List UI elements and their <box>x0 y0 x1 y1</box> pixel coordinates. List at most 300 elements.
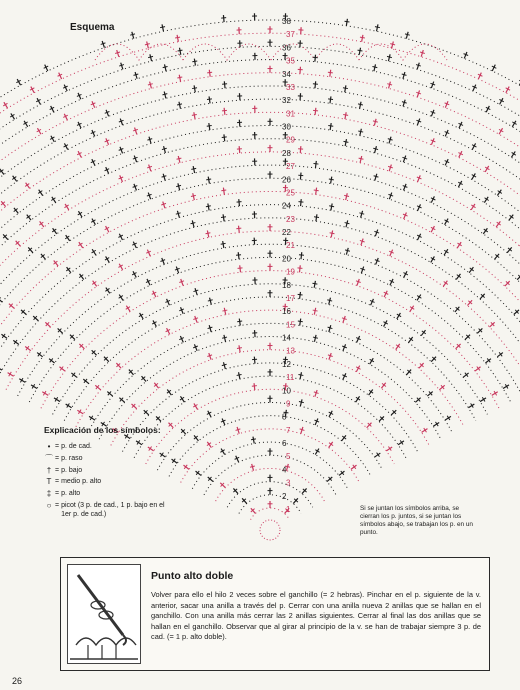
stitch-crossbar <box>178 50 183 51</box>
stitch-crossbar <box>251 439 256 440</box>
chain-dot-icon: • <box>47 441 51 451</box>
row-number: 15 <box>286 320 295 330</box>
stitch-crossbar <box>130 34 135 35</box>
stitch-crossbar <box>208 327 213 328</box>
stitch-crossbar <box>206 206 211 207</box>
legend-title: Explicación de los símbolos: <box>44 425 161 435</box>
stitch-crossbar <box>298 321 303 322</box>
stitch-crossbar <box>387 84 392 85</box>
row-number: 4 <box>282 465 287 475</box>
stitch-crossbar <box>372 67 377 68</box>
stitch-crossbar <box>145 44 150 45</box>
row-number: 9 <box>286 399 291 409</box>
stitch-mark <box>209 70 210 77</box>
stitch-mark <box>403 72 405 79</box>
stitch-mark <box>346 220 348 227</box>
stitch-mark <box>329 325 331 332</box>
stitch-crossbar <box>221 217 226 218</box>
stitch-crossbar <box>373 148 378 149</box>
stitch-mark <box>314 335 316 342</box>
stitch-crossbar <box>252 386 257 387</box>
legend-item-text: picot (3 p. de cad., 1 p. bajo en el 1er p. de cad.) <box>61 502 165 519</box>
scallop-edge <box>359 44 447 60</box>
stitch-mark <box>346 193 348 200</box>
stitch-mark <box>300 146 301 153</box>
row-number: 11 <box>286 373 295 383</box>
stitch-crossbar <box>207 125 212 126</box>
stitch-crossbar <box>330 233 335 234</box>
row-number: 8 <box>282 412 287 422</box>
foundation-ring <box>260 520 280 540</box>
chain-round <box>88 323 453 433</box>
stitch-crossbar <box>387 56 392 57</box>
legend-item <box>44 477 174 487</box>
chain-round <box>29 257 510 402</box>
stitch-crossbar <box>299 255 304 256</box>
stitch-crossbar <box>148 56 153 57</box>
stitch-mark <box>240 265 241 272</box>
scallop-edge <box>95 44 183 60</box>
stitch-crossbar <box>313 84 318 85</box>
stitch-mark <box>150 54 152 61</box>
stitch-mark <box>239 226 240 233</box>
joining-note: Si se juntan los símbolos arriba, se cierran los p. juntos, si se juntan los símbolos abajo, se trabajan los p. en un punto. <box>360 505 473 536</box>
stitch-crossbar <box>222 110 227 111</box>
stitch-crossbar <box>160 27 165 28</box>
stitch-mark <box>223 188 224 195</box>
technique-box <box>60 557 490 671</box>
stitch-crossbar <box>360 37 365 38</box>
row-number: 35 <box>286 56 295 66</box>
stitch-mark <box>208 177 209 184</box>
stitch-mark <box>254 383 255 390</box>
stitch-crossbar <box>388 139 393 140</box>
row-number: 13 <box>286 346 295 356</box>
stitch-crossbar <box>148 84 153 85</box>
stitch-mark <box>193 193 195 200</box>
stitch-mark <box>345 112 346 119</box>
row-number: 3 <box>286 478 291 488</box>
row-number: 18 <box>282 280 291 290</box>
stitch-mark <box>255 330 256 337</box>
chain-round <box>0 60 520 310</box>
stitch-mark <box>253 437 254 444</box>
stitch-mark <box>239 372 240 379</box>
row-number: 17 <box>286 293 295 303</box>
legend-item-text: p. de cad. <box>61 442 92 450</box>
stitch-crossbar <box>314 217 319 218</box>
stitch-mark <box>177 35 178 42</box>
stitch-crossbar <box>238 268 243 269</box>
stitch-crossbar <box>344 195 349 196</box>
stitch-mark <box>147 42 149 49</box>
stitch-mark <box>346 19 347 26</box>
stitch-crossbar <box>402 74 407 75</box>
stitch-crossbar <box>175 37 180 38</box>
stitch-mark <box>209 325 211 332</box>
stitch-mark <box>379 416 384 421</box>
stitch-crossbar <box>221 243 226 244</box>
row-number: 20 <box>282 254 291 264</box>
stitch-crossbar <box>177 77 182 78</box>
chain-round <box>99 337 441 440</box>
stitch-mark <box>377 24 378 31</box>
stitch-mark <box>300 292 301 299</box>
chain-round <box>0 73 520 316</box>
stitch-crossbar <box>222 310 227 311</box>
chain-round <box>216 468 325 501</box>
row-number: 33 <box>286 82 295 92</box>
stitch-crossbar <box>328 125 333 126</box>
stitch-crossbar <box>237 348 242 349</box>
stitch-mark <box>192 220 194 227</box>
row-number: 10 <box>282 386 291 396</box>
single-crochet-icon: † <box>46 465 52 475</box>
stitch-crossbar <box>390 44 395 45</box>
stitch-crossbar <box>328 99 333 100</box>
chain-round <box>0 126 520 341</box>
stitch-mark <box>374 119 376 126</box>
stitch-mark <box>315 108 316 115</box>
legend-equals: = <box>55 502 60 510</box>
picot-icon: ○ <box>46 501 52 511</box>
stitch-crossbar <box>299 401 304 402</box>
stitch-crossbar <box>345 250 350 251</box>
legend-equals: = <box>55 478 60 486</box>
stitch-crossbar <box>206 179 211 180</box>
stitch-mark <box>345 139 346 146</box>
stitch-mark <box>164 146 166 153</box>
row-number: 23 <box>286 214 295 224</box>
stitch-mark <box>179 75 180 82</box>
slip-stitch-icon: ⌒ <box>45 453 53 463</box>
stitch-mark <box>300 319 301 326</box>
stitch-mark <box>194 112 195 119</box>
stitch-crossbar <box>237 321 242 322</box>
stitch-mark <box>316 214 317 221</box>
stitch-crossbar <box>358 50 363 51</box>
symbol-legend <box>44 426 174 521</box>
chain-round <box>0 218 520 384</box>
stitch-crossbar <box>176 213 181 214</box>
half-double-icon: T <box>46 477 52 487</box>
stitch-crossbar <box>222 337 227 338</box>
stitch-crossbar <box>314 190 319 191</box>
stitch-crossbar <box>206 233 211 234</box>
row-number: 2 <box>282 491 287 501</box>
stitch-mark <box>375 146 377 153</box>
stitch-crossbar <box>327 300 332 301</box>
stitch-mark <box>361 211 363 218</box>
row-number: 32 <box>282 96 291 106</box>
legend-item-text: p. raso <box>61 454 83 462</box>
stitch-mark <box>178 183 180 190</box>
stitch-mark <box>150 82 152 89</box>
stitch-crossbar <box>191 223 196 224</box>
legend-equals: = <box>55 490 60 498</box>
row-number: 34 <box>282 69 291 79</box>
stitch-mark <box>301 199 302 206</box>
row-number: 27 <box>286 162 295 172</box>
stitch-mark <box>388 54 390 61</box>
stitch-mark <box>286 464 288 471</box>
stitch-mark <box>254 357 255 364</box>
chart-row-numbers <box>282 17 295 514</box>
stitch-mark <box>92 350 97 355</box>
legend-equals: = <box>55 466 60 474</box>
stitch-crossbar <box>343 88 348 89</box>
row-number: 29 <box>286 135 295 145</box>
stitch-mark <box>330 96 331 103</box>
double-crochet-icon: ‡ <box>46 489 52 499</box>
stitch-mark <box>301 252 302 259</box>
stitch-crossbar <box>343 141 348 142</box>
legend-item <box>44 466 174 476</box>
legend-item-text: p. alto <box>61 490 81 498</box>
stitch-crossbar <box>329 179 334 180</box>
stitch-mark <box>178 156 180 163</box>
stitch-mark <box>180 48 181 55</box>
stitch-crossbar <box>191 195 196 196</box>
chain-round <box>169 416 371 477</box>
stitch-crossbar <box>207 99 212 100</box>
row-number: 7 <box>286 425 291 435</box>
chain-round <box>0 165 520 359</box>
stitch-crossbar <box>329 206 334 207</box>
stitch-mark <box>315 55 316 62</box>
stitch-crossbar <box>236 255 241 256</box>
stitch-crossbar <box>405 34 410 35</box>
stitch-mark <box>316 188 317 195</box>
stitch-crossbar <box>147 139 152 140</box>
row-number: 24 <box>282 201 291 211</box>
stitch-mark <box>194 85 195 92</box>
stitch-crossbar <box>191 168 196 169</box>
stitch-mark <box>223 15 224 22</box>
chain-round <box>0 99 520 328</box>
stitch-mark <box>224 81 225 88</box>
stitch-crossbar <box>358 104 363 105</box>
row-number: 19 <box>286 267 295 277</box>
chain-round <box>251 508 290 520</box>
chain-round <box>18 244 520 396</box>
stitch-mark <box>194 59 195 66</box>
stitch-mark <box>392 42 394 49</box>
stitch-crossbar <box>313 110 318 111</box>
stitch-crossbar <box>328 72 333 73</box>
stitch-mark <box>360 129 362 136</box>
stitch-crossbar <box>162 94 167 95</box>
stitch-crossbar <box>250 466 255 467</box>
hook-illustration <box>67 564 141 664</box>
stitch-crossbar <box>221 190 226 191</box>
stitch-crossbar <box>374 176 379 177</box>
legend-item <box>44 501 174 519</box>
stitch-crossbar <box>345 21 350 22</box>
technique-title: Punto alto doble <box>151 570 234 582</box>
stitch-crossbar <box>133 74 138 75</box>
stitch-mark <box>193 166 194 173</box>
legend-item-text: medio p. alto <box>61 478 102 486</box>
stitch-mark <box>208 204 209 211</box>
stitch-mark <box>345 85 346 92</box>
stitch-crossbar <box>313 337 318 338</box>
chain-round <box>6 231 520 390</box>
stitch-mark <box>224 108 225 115</box>
stitch-mark <box>329 298 331 305</box>
chain-round <box>0 191 520 371</box>
stitch-mark <box>360 102 361 109</box>
row-number: 30 <box>282 122 291 132</box>
row-number: 26 <box>282 175 291 185</box>
stitch-crossbar <box>193 290 198 291</box>
stitch-mark <box>207 231 208 238</box>
stitch-crossbar <box>208 300 213 301</box>
stitch-mark <box>300 399 302 406</box>
stitch-crossbar <box>313 310 318 311</box>
stitch-mark <box>331 231 332 238</box>
stitch-mark <box>223 214 224 221</box>
stitch-mark <box>238 252 239 259</box>
stitch-mark <box>331 204 332 211</box>
stitch-crossbar <box>237 374 242 375</box>
stitch-mark <box>300 372 301 379</box>
stitch-mark <box>224 308 225 315</box>
stitch-mark <box>314 308 315 315</box>
stitch-crossbar <box>192 88 197 89</box>
row-number: 25 <box>286 188 295 198</box>
stitch-crossbar <box>177 104 182 105</box>
chain-round <box>134 376 406 458</box>
row-number: 28 <box>282 148 291 158</box>
stitch-mark <box>239 199 240 206</box>
stitch-crossbar <box>297 268 302 269</box>
stitch-mark <box>239 146 240 153</box>
legend-item <box>44 489 174 499</box>
row-number: 6 <box>282 439 287 449</box>
chain-round <box>0 20 520 291</box>
row-number: 36 <box>282 43 291 53</box>
stitch-mark <box>0 366 2 370</box>
chain-round <box>0 152 520 353</box>
legend-item <box>44 454 174 464</box>
stitch-mark <box>239 345 240 352</box>
stitch-mark <box>224 134 225 141</box>
stitch-crossbar <box>207 72 212 73</box>
stitch-crossbar <box>192 61 197 62</box>
stitch-crossbar <box>298 294 303 295</box>
stitch-crossbar <box>359 213 364 214</box>
diagram-heading: Esquema <box>70 22 115 33</box>
stitch-crossbar <box>176 185 181 186</box>
stitch-crossbar <box>163 67 168 68</box>
stitch-mark <box>223 362 225 369</box>
stitch-mark <box>132 32 134 39</box>
stitch-mark <box>314 281 315 288</box>
chain-round <box>0 86 520 322</box>
stitch-mark <box>389 82 391 89</box>
chain-round <box>0 178 520 365</box>
stitch-mark <box>239 319 240 326</box>
stitch-crossbar <box>359 158 364 159</box>
stitch-mark <box>177 211 179 218</box>
legend-item-text: p. bajo <box>61 466 83 474</box>
stitch-crossbar <box>373 121 378 122</box>
stitch-mark <box>165 64 167 71</box>
row-number: 14 <box>282 333 291 343</box>
row-number: 16 <box>282 307 291 317</box>
stitch-crossbar <box>312 283 317 284</box>
row-number: 37 <box>286 30 295 40</box>
page-number: 26 <box>12 676 23 686</box>
crochet-hook-icon <box>68 565 140 663</box>
row-number: 12 <box>282 359 291 369</box>
stitch-crossbar <box>328 327 333 328</box>
row-number: 38 <box>282 17 291 26</box>
stitch-mark <box>223 241 224 248</box>
stitch-crossbar <box>162 148 167 149</box>
stitch-crossbar <box>192 115 197 116</box>
stitch-mark <box>209 123 210 130</box>
stitch-crossbar <box>358 131 363 132</box>
legend-equals: = <box>55 454 60 462</box>
stitch-mark <box>300 173 301 180</box>
stitch-crossbar <box>222 364 227 365</box>
chain-round <box>0 139 520 347</box>
stitch-mark <box>406 32 408 39</box>
stitch-crossbar <box>298 374 303 375</box>
stitch-crossbar <box>177 158 182 159</box>
stitch-mark <box>209 96 210 103</box>
stitch-mark <box>315 81 316 88</box>
row-number: 5 <box>286 452 291 462</box>
stitch-crossbar <box>375 27 380 28</box>
chain-round <box>157 402 382 470</box>
stitch-mark <box>179 102 180 109</box>
stitch-mark <box>315 161 316 168</box>
chain-round <box>0 205 520 378</box>
stitch-mark <box>239 120 240 127</box>
technique-text: Volver para ello el hilo 2 veces sobre el ganchillo (= 2 hebras). Pinchar en el p. siguiente de la v. anterior, sacar una anilla a través del p. Cerrar con una anilla nueva 2 anillas que se hallan en el ganchillo. Con una anilla más cerrar las 2 anillas siguientes. Cerrar al final las dos anillas que se hallan en el ganchillo. Observar que al girar al principio de la v. se han de trabajar siempre 3 p. de cad. (= 1 p. alto doble). <box>151 590 481 642</box>
stitch-mark <box>362 35 363 42</box>
stitch-mark <box>299 265 300 272</box>
stitch-crossbar <box>162 176 167 177</box>
row-number: 22 <box>282 228 291 238</box>
chain-round <box>76 310 464 427</box>
stitch-mark <box>162 24 163 31</box>
row-number: 31 <box>286 109 295 119</box>
stitch-mark <box>156 416 161 421</box>
row-number: 21 <box>286 241 295 251</box>
stitch-mark <box>252 464 254 471</box>
stitch-mark <box>346 248 348 255</box>
stitch-mark <box>164 92 166 99</box>
scallop-edge <box>183 44 271 60</box>
stitch-crossbar <box>313 163 318 164</box>
stitch-mark <box>224 335 226 342</box>
chain-round <box>0 46 520 303</box>
stitch-mark <box>210 298 212 305</box>
stitch-mark <box>359 48 360 55</box>
stitch-crossbar <box>343 115 348 116</box>
row-number: 1 <box>286 505 291 514</box>
stitch-crossbar <box>236 228 241 229</box>
stitch-mark <box>374 64 376 71</box>
legend-equals: = <box>55 442 60 450</box>
legend-item <box>44 442 174 452</box>
stitch-mark <box>135 72 137 79</box>
stitch-mark <box>331 177 332 184</box>
